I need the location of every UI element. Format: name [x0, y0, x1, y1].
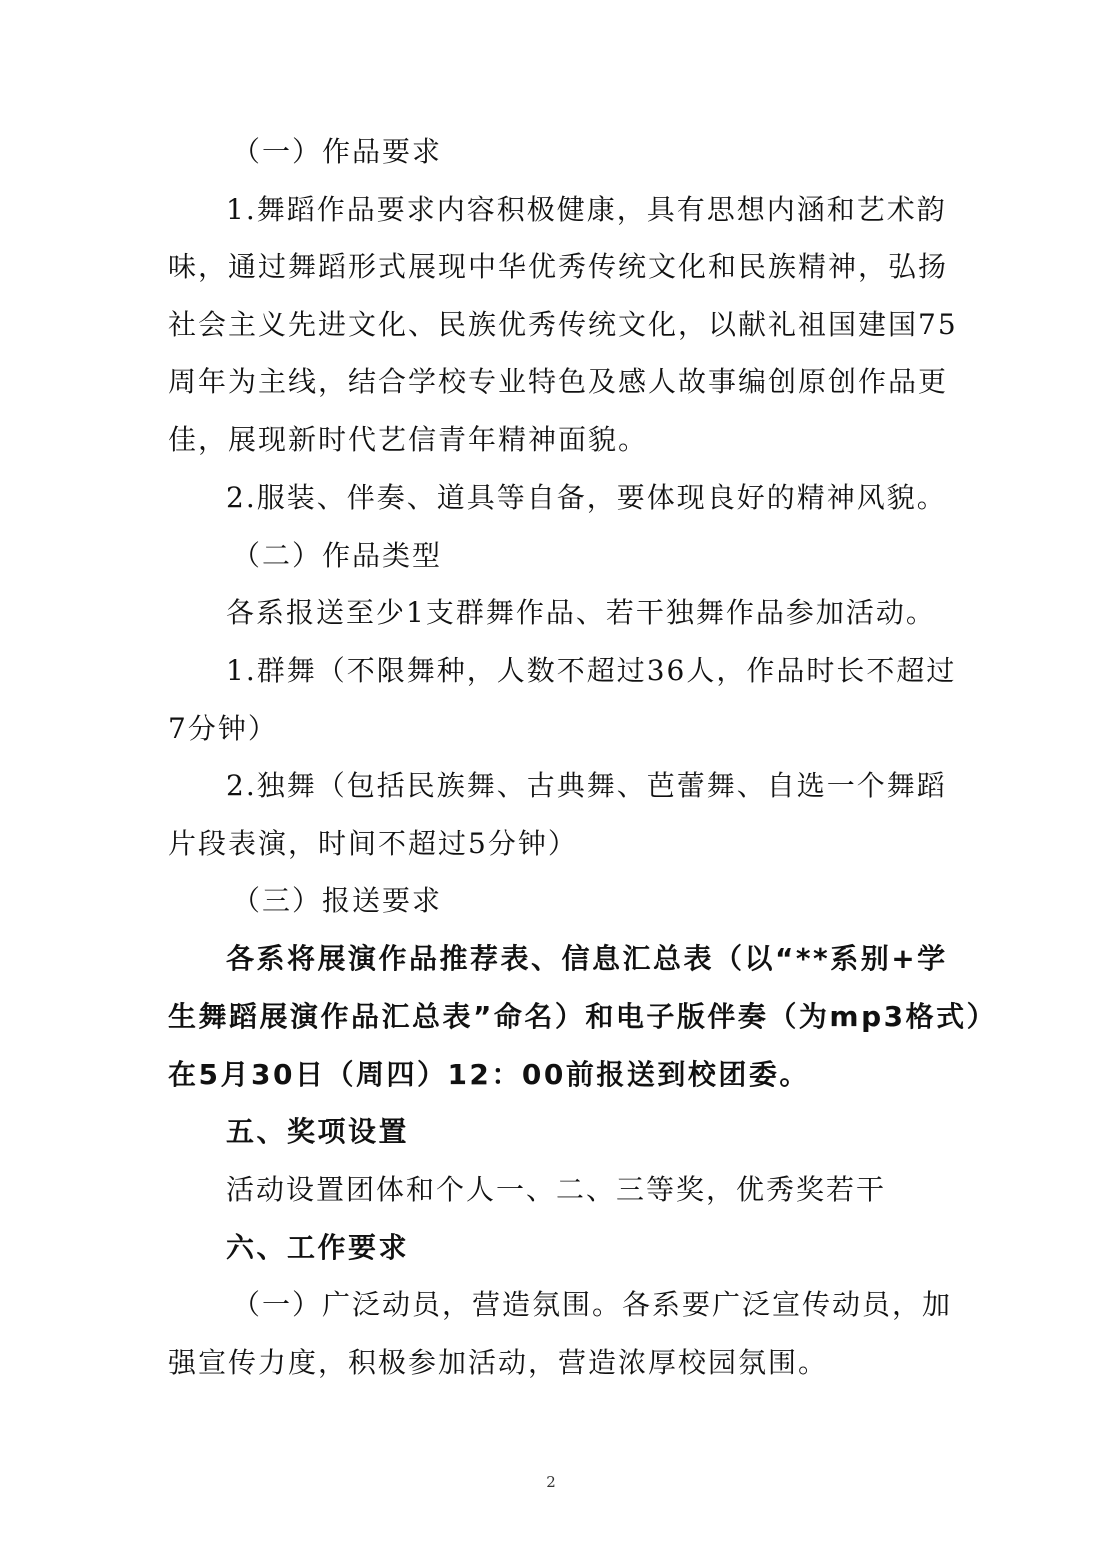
section-heading-awards: 五、奖项设置 — [226, 1115, 410, 1148]
section-heading-submission-requirements: （三）报送要求 — [232, 884, 443, 917]
paragraph-line: 2.独舞（包括民族舞、古典舞、芭蕾舞、自选一个舞蹈 — [226, 769, 947, 802]
paragraph-line: （一）广泛动员，营造氛围。各系要广泛宣传动员，加 — [232, 1288, 953, 1321]
paragraph-line: 周年为主线，结合学校专业特色及感人故事编创原创作品更 — [168, 365, 949, 398]
section-heading-work-types: （二）作品类型 — [232, 539, 443, 572]
paragraph-line: 1.群舞（不限舞种，人数不超过36人，作品时长不超过 — [226, 654, 957, 687]
paragraph-line: 味，通过舞蹈形式展现中华优秀传统文化和民族精神，弘扬 — [168, 250, 949, 283]
page-number: 2 — [546, 1473, 556, 1491]
paragraph-line: 片段表演，时间不超过5分钟） — [168, 827, 578, 860]
section-heading-work-requirements-general: 六、工作要求 — [226, 1231, 410, 1264]
paragraph-line: 佳，展现新时代艺信青年精神面貌。 — [168, 423, 649, 456]
bold-paragraph-line: 各系将展演作品推荐表、信息汇总表（以“**系别+学 — [226, 942, 948, 975]
paragraph-line: 活动设置团体和个人一、二、三等奖，优秀奖若干 — [226, 1173, 887, 1206]
paragraph-line: 各系报送至少1支群舞作品、若干独舞作品参加活动。 — [226, 596, 936, 629]
paragraph-line: 社会主义先进文化、民族优秀传统文化，以献礼祖国建国75 — [168, 308, 958, 341]
bold-paragraph-line: 生舞蹈展演作品汇总表”命名）和电子版伴奏（为mp3格式） — [168, 1000, 998, 1033]
paragraph-line: 2.服装、伴奏、道具等自备，要体现良好的精神风貌。 — [226, 481, 947, 514]
paragraph-line: 7分钟） — [168, 712, 278, 745]
paragraph-line: 强宣传力度，积极参加活动，营造浓厚校园氛围。 — [168, 1346, 829, 1379]
paragraph-line: 1.舞蹈作品要求内容积极健康，具有思想内涵和艺术韵 — [226, 193, 947, 226]
bold-paragraph-line: 在5月30日（周四）12：00前报送到校团委。 — [168, 1058, 810, 1091]
section-heading-work-requirements: （一）作品要求 — [232, 135, 443, 168]
